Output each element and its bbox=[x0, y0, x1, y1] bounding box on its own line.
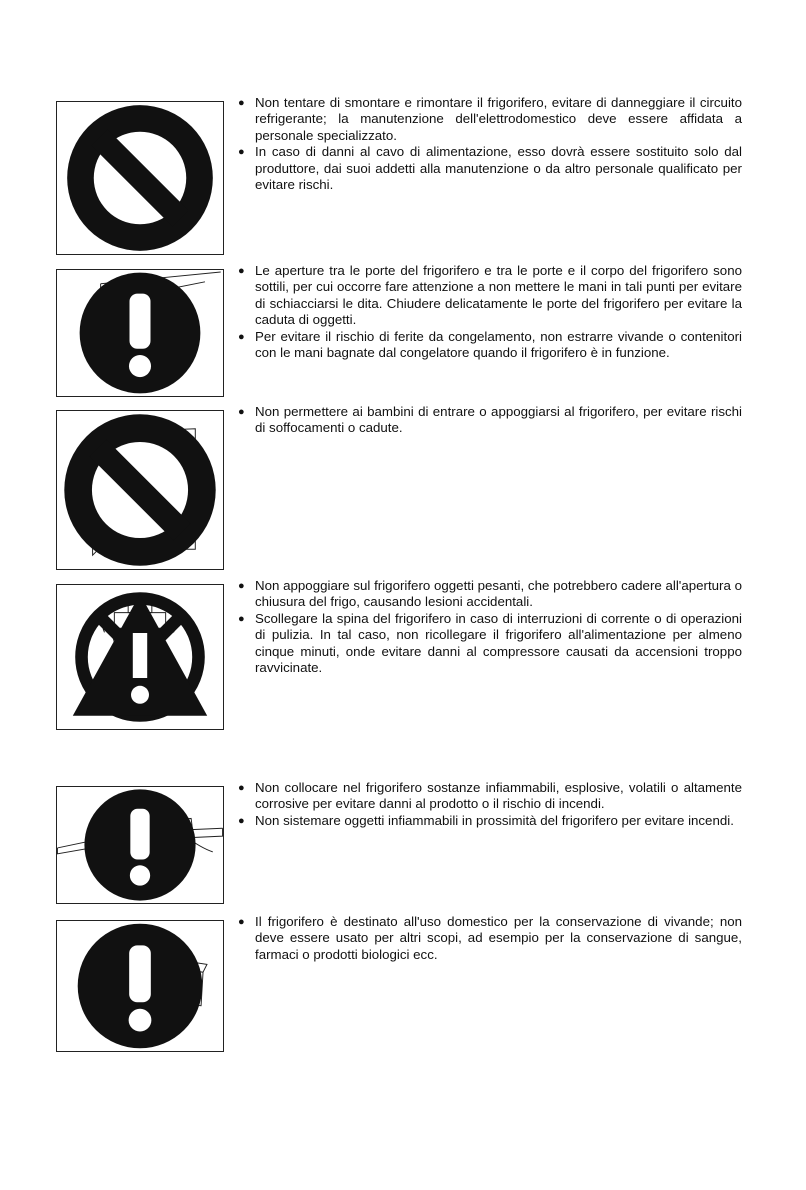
bullet-item: ● Non tentare di smontare e rimontare il frigorifero, evitare di danneggiare il circuito refrigerante; la manutenzione dell'elettrodomestico deve essere affidata a personale specializzato. bbox=[238, 95, 742, 144]
section-1-text bbox=[238, 95, 742, 193]
bullet-item: ● In caso di danni al cavo di alimentazione, esso dovrà essere sostituito solo dal produttore, dai suoi addetti alla manutenzione o da altro personale qualificato per evitare rischi. bbox=[238, 144, 742, 193]
safety-section-5 bbox=[56, 780, 746, 904]
illustration-flammable-items bbox=[56, 786, 224, 904]
illustration-hand-pinched-door bbox=[56, 269, 224, 397]
section-4-text bbox=[238, 578, 742, 676]
bullet-item: ● Non permettere ai bambini di entrare o appoggiarsi al frigorifero, per evitare rischi di soffocamenti o cadute. bbox=[238, 404, 742, 437]
illustration-blood-drugs-bio bbox=[56, 920, 224, 1052]
bullet-item: ● Non collocare nel frigorifero sostanze infiammabili, esplosive, volatili o altamente corrosive per evitare danni al prodotto o il rischio di incendi. bbox=[238, 780, 742, 813]
warning-sign-icon bbox=[57, 585, 223, 729]
bullet-item: ● Il frigorifero è destinato all'uso domestico per la conservazione di vivande; non deve essere usato per altri scopi, ad esempio per la conservazione di sangue, farmaci o prodotti biologici ecc. bbox=[238, 914, 742, 963]
bullet-item: ● Non sistemare oggetti infiammabili in prossimità del frigorifero per evitare incendi. bbox=[238, 813, 742, 829]
section-2-text bbox=[238, 263, 742, 361]
safety-section-4 bbox=[56, 578, 746, 730]
section-3-text bbox=[238, 404, 742, 437]
safety-section-3 bbox=[56, 404, 746, 570]
bullet-item: ● Per evitare il rischio di ferite da congelamento, non estrarre vivande o contenitori con le mani bagnate dal congelatore quando il frigorifero è in funzione. bbox=[238, 329, 742, 362]
prohibition-sign-icon bbox=[57, 102, 223, 254]
bullet-item: ● Le aperture tra le porte del frigorifero e tra le porte e il corpo del frigorifero sono sottili, per cui occorre fare attenzione a non mettere le mani in tali punti per evitare di schiacciarsi le dita. Chiudere delicatamente le porte del frigorifero per evitare la caduta di oggetti. bbox=[238, 263, 742, 329]
bullet-item: ● Scollegare la spina del frigorifero in caso di interruzioni di corrente o di operazioni di pulizia. In tal caso, non ricollegare il frigorifero all'alimentazione per almeno cinque minuti, onde evitare danni al compressore causati da accensioni troppo ravvicinate. bbox=[238, 611, 742, 677]
safety-section-1 bbox=[56, 95, 746, 255]
safety-section-2 bbox=[56, 263, 746, 397]
section-5-text bbox=[238, 780, 742, 829]
section-6-text bbox=[238, 914, 742, 963]
mandatory-sign-icon bbox=[57, 921, 223, 1051]
illustration-child-in-fridge bbox=[56, 410, 224, 570]
safety-section-6 bbox=[56, 914, 746, 1052]
illustration-refrigerator-disassembly bbox=[56, 101, 224, 255]
bullet-item: ● Non appoggiare sul frigorifero oggetti pesanti, che potrebbero cadere all'apertura o chiusura del frigo, causando lesioni accidentali. bbox=[238, 578, 742, 611]
mandatory-sign-icon bbox=[57, 787, 223, 903]
prohibition-sign-icon bbox=[57, 411, 223, 569]
mandatory-sign-icon bbox=[57, 270, 223, 396]
illustration-heavy-boxes-on-fridge bbox=[56, 584, 224, 730]
